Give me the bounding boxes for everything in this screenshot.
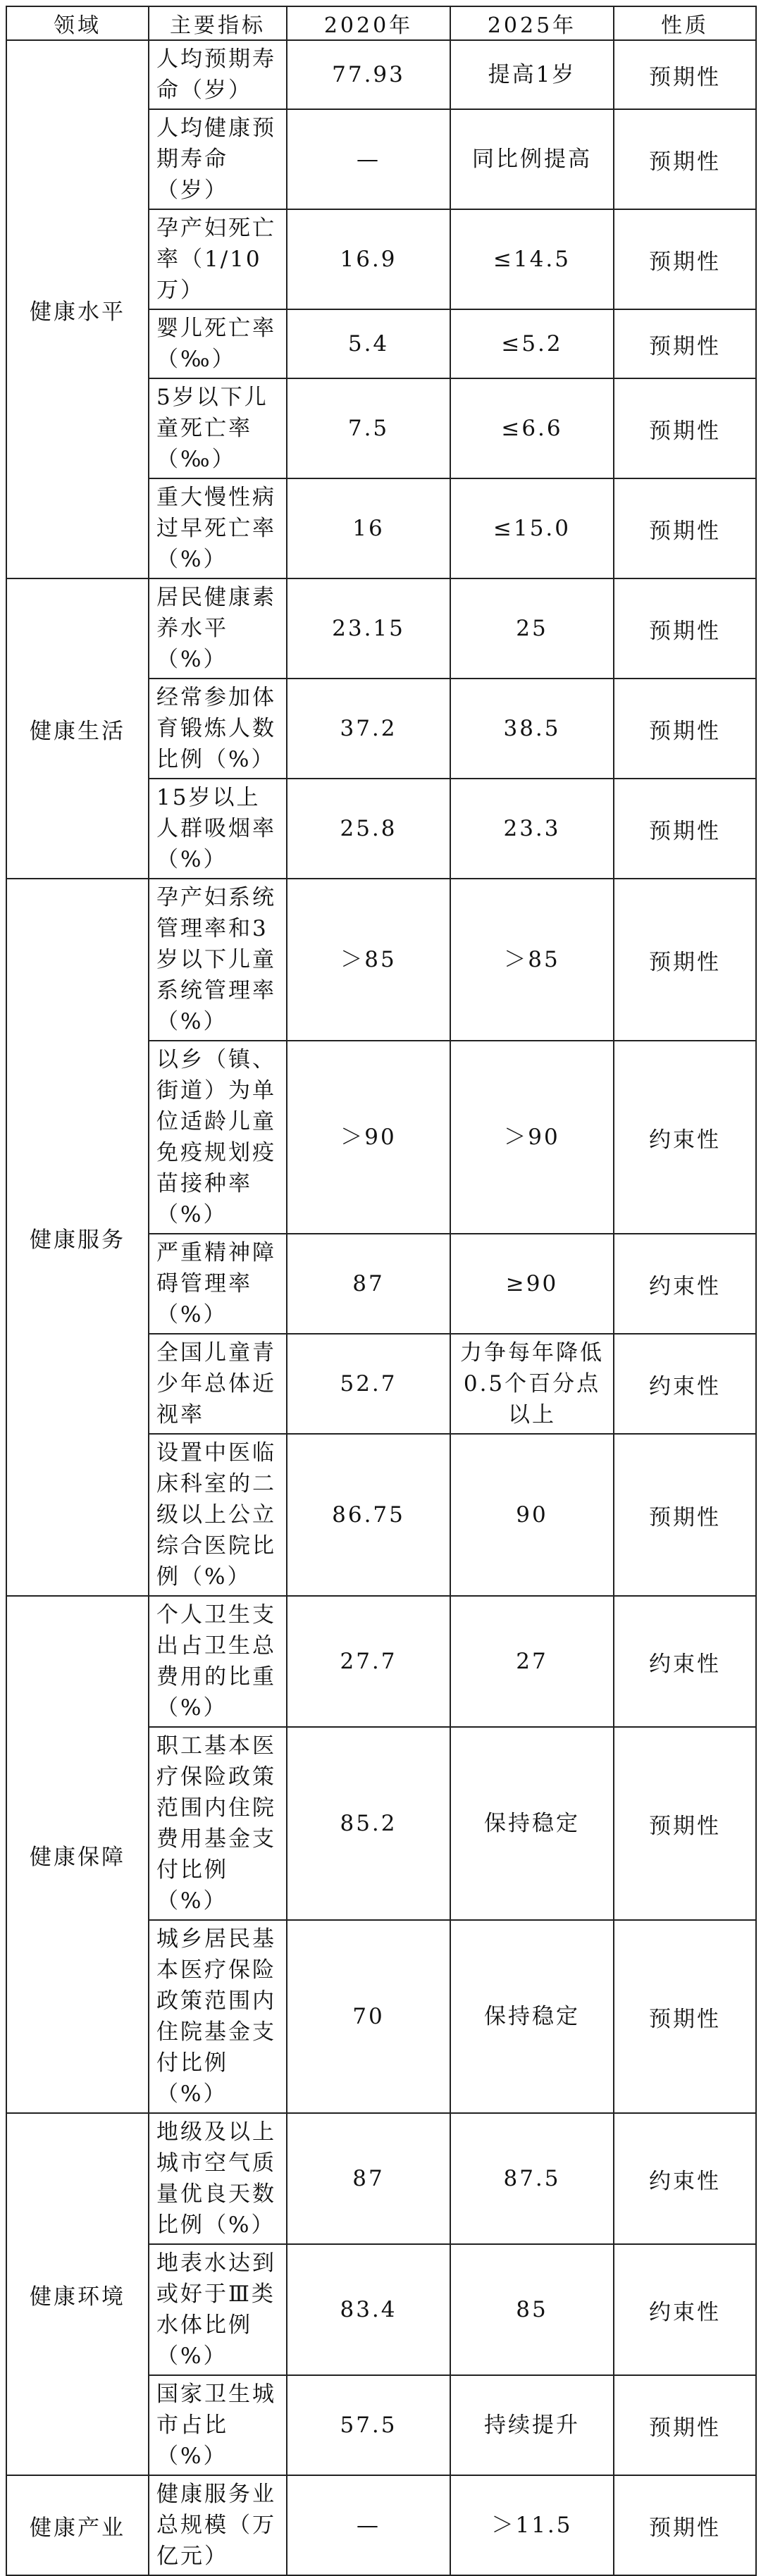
indicator-cell: 城乡居民基本医疗保险政策范围内住院基金支付比例（%）: [149, 1920, 287, 2113]
table-row: [6, 40, 756, 109]
nature-cell: 预期性: [614, 378, 756, 478]
indicator-cell: 地级及以上城市空气质量优良天数比例（%）: [149, 2113, 287, 2244]
nature-cell: 约束性: [614, 1234, 756, 1334]
value-2020-cell: ＞90: [287, 1041, 450, 1234]
value-2025-cell: ＞90: [450, 1041, 614, 1234]
table-body: [6, 40, 756, 2575]
value-2025-cell: 87.5: [450, 2113, 614, 2244]
value-2025-cell: ≤14.5: [450, 209, 614, 309]
value-2025-cell: 90: [450, 1434, 614, 1596]
value-2025-cell: 提高1岁: [450, 40, 614, 109]
domain-cell: 健康产业: [6, 2475, 149, 2575]
value-2025-cell: 23.3: [450, 779, 614, 879]
indicator-cell: 经常参加体育锻炼人数比例（%）: [149, 679, 287, 779]
value-2020-cell: 7.5: [287, 378, 450, 478]
indicator-cell: 职工基本医疗保险政策范围内住院费用基金支付比例（%）: [149, 1727, 287, 1920]
value-2020-cell: 57.5: [287, 2375, 450, 2475]
nature-cell: 预期性: [614, 309, 756, 378]
indicator-cell: 健康服务业总规模（万亿元）: [149, 2475, 287, 2575]
indicator-cell: 以乡（镇、街道）为单位适龄儿童免疫规划疫苗接种率（%）: [149, 1041, 287, 1234]
header-2025: 2025年: [450, 6, 614, 40]
nature-cell: 约束性: [614, 1596, 756, 1727]
nature-cell: 预期性: [614, 1434, 756, 1596]
header-domain: 领域: [6, 6, 149, 40]
value-2020-cell: 86.75: [287, 1434, 450, 1596]
nature-cell: 预期性: [614, 1727, 756, 1920]
value-2025-cell: 85: [450, 2244, 614, 2375]
value-2020-cell: —: [287, 2475, 450, 2575]
nature-cell: 预期性: [614, 40, 756, 109]
indicator-cell: 5岁以下儿童死亡率（‰）: [149, 378, 287, 478]
table-header: [6, 6, 756, 40]
health-indicators-table: [6, 6, 757, 2576]
value-2020-cell: 37.2: [287, 679, 450, 779]
indicator-cell: 孕产妇系统管理率和3岁以下儿童系统管理率（%）: [149, 879, 287, 1041]
header-nature: 性质: [614, 6, 756, 40]
indicator-cell: 严重精神障碍管理率（%）: [149, 1234, 287, 1334]
value-2020-cell: 25.8: [287, 779, 450, 879]
indicator-cell: 地表水达到或好于Ⅲ类水体比例（%）: [149, 2244, 287, 2375]
header-2020: 2020年: [287, 6, 450, 40]
value-2020-cell: 16.9: [287, 209, 450, 309]
indicator-cell: 人均健康预期寿命（岁）: [149, 109, 287, 209]
indicator-cell: 国家卫生城市占比（%）: [149, 2375, 287, 2475]
indicator-cell: 重大慢性病过早死亡率（%）: [149, 478, 287, 578]
value-2025-cell: ≤6.6: [450, 378, 614, 478]
value-2025-cell: ＞11.5: [450, 2475, 614, 2575]
indicator-cell: 设置中医临床科室的二级以上公立综合医院比例（%）: [149, 1434, 287, 1596]
nature-cell: 约束性: [614, 1334, 756, 1434]
nature-cell: 预期性: [614, 1920, 756, 2113]
domain-cell: 健康保障: [6, 1596, 149, 2113]
indicator-cell: 全国儿童青少年总体近视率: [149, 1334, 287, 1434]
nature-cell: 预期性: [614, 478, 756, 578]
header-indicator: 主要指标: [149, 6, 287, 40]
indicator-cell: 15岁以上人群吸烟率（%）: [149, 779, 287, 879]
nature-cell: 预期性: [614, 578, 756, 679]
nature-cell: 预期性: [614, 2375, 756, 2475]
value-2020-cell: 83.4: [287, 2244, 450, 2375]
value-2020-cell: 70: [287, 1920, 450, 2113]
value-2025-cell: ＞85: [450, 879, 614, 1041]
value-2020-cell: ＞85: [287, 879, 450, 1041]
nature-cell: 约束性: [614, 1041, 756, 1234]
value-2020-cell: —: [287, 109, 450, 209]
value-2025-cell: ≥90: [450, 1234, 614, 1334]
value-2020-cell: 52.7: [287, 1334, 450, 1434]
header-row: [6, 6, 756, 40]
indicator-cell: 婴儿死亡率（‰）: [149, 309, 287, 378]
value-2025-cell: 38.5: [450, 679, 614, 779]
nature-cell: 约束性: [614, 2244, 756, 2375]
nature-cell: 预期性: [614, 679, 756, 779]
domain-cell: 健康生活: [6, 578, 149, 879]
nature-cell: 预期性: [614, 109, 756, 209]
value-2020-cell: 23.15: [287, 578, 450, 679]
indicator-cell: 个人卫生支出占卫生总费用的比重（%）: [149, 1596, 287, 1727]
nature-cell: 预期性: [614, 209, 756, 309]
value-2020-cell: 85.2: [287, 1727, 450, 1920]
indicator-cell: 人均预期寿命（岁）: [149, 40, 287, 109]
value-2020-cell: 77.93: [287, 40, 450, 109]
value-2025-cell: 保持稳定: [450, 1727, 614, 1920]
table-row: [6, 1596, 756, 1727]
domain-cell: 健康服务: [6, 879, 149, 1596]
indicator-cell: 孕产妇死亡率（1/10万）: [149, 209, 287, 309]
value-2025-cell: 27: [450, 1596, 614, 1727]
value-2020-cell: 27.7: [287, 1596, 450, 1727]
nature-cell: 约束性: [614, 2113, 756, 2244]
value-2025-cell: 25: [450, 578, 614, 679]
value-2020-cell: 16: [287, 478, 450, 578]
value-2020-cell: 5.4: [287, 309, 450, 378]
indicator-cell: 居民健康素养水平（%）: [149, 578, 287, 679]
domain-cell: 健康水平: [6, 40, 149, 578]
value-2025-cell: 保持稳定: [450, 1920, 614, 2113]
table-row: [6, 879, 756, 1041]
table-row: [6, 578, 756, 679]
table-row: [6, 2113, 756, 2244]
value-2025-cell: ≤5.2: [450, 309, 614, 378]
value-2025-cell: 同比例提高: [450, 109, 614, 209]
domain-cell: 健康环境: [6, 2113, 149, 2475]
value-2020-cell: 87: [287, 2113, 450, 2244]
nature-cell: 预期性: [614, 2475, 756, 2575]
nature-cell: 预期性: [614, 879, 756, 1041]
table-row: [6, 2475, 756, 2575]
value-2025-cell: 力争每年降低0.5个百分点以上: [450, 1334, 614, 1434]
value-2020-cell: 87: [287, 1234, 450, 1334]
value-2025-cell: 持续提升: [450, 2375, 614, 2475]
nature-cell: 预期性: [614, 779, 756, 879]
value-2025-cell: ≤15.0: [450, 478, 614, 578]
